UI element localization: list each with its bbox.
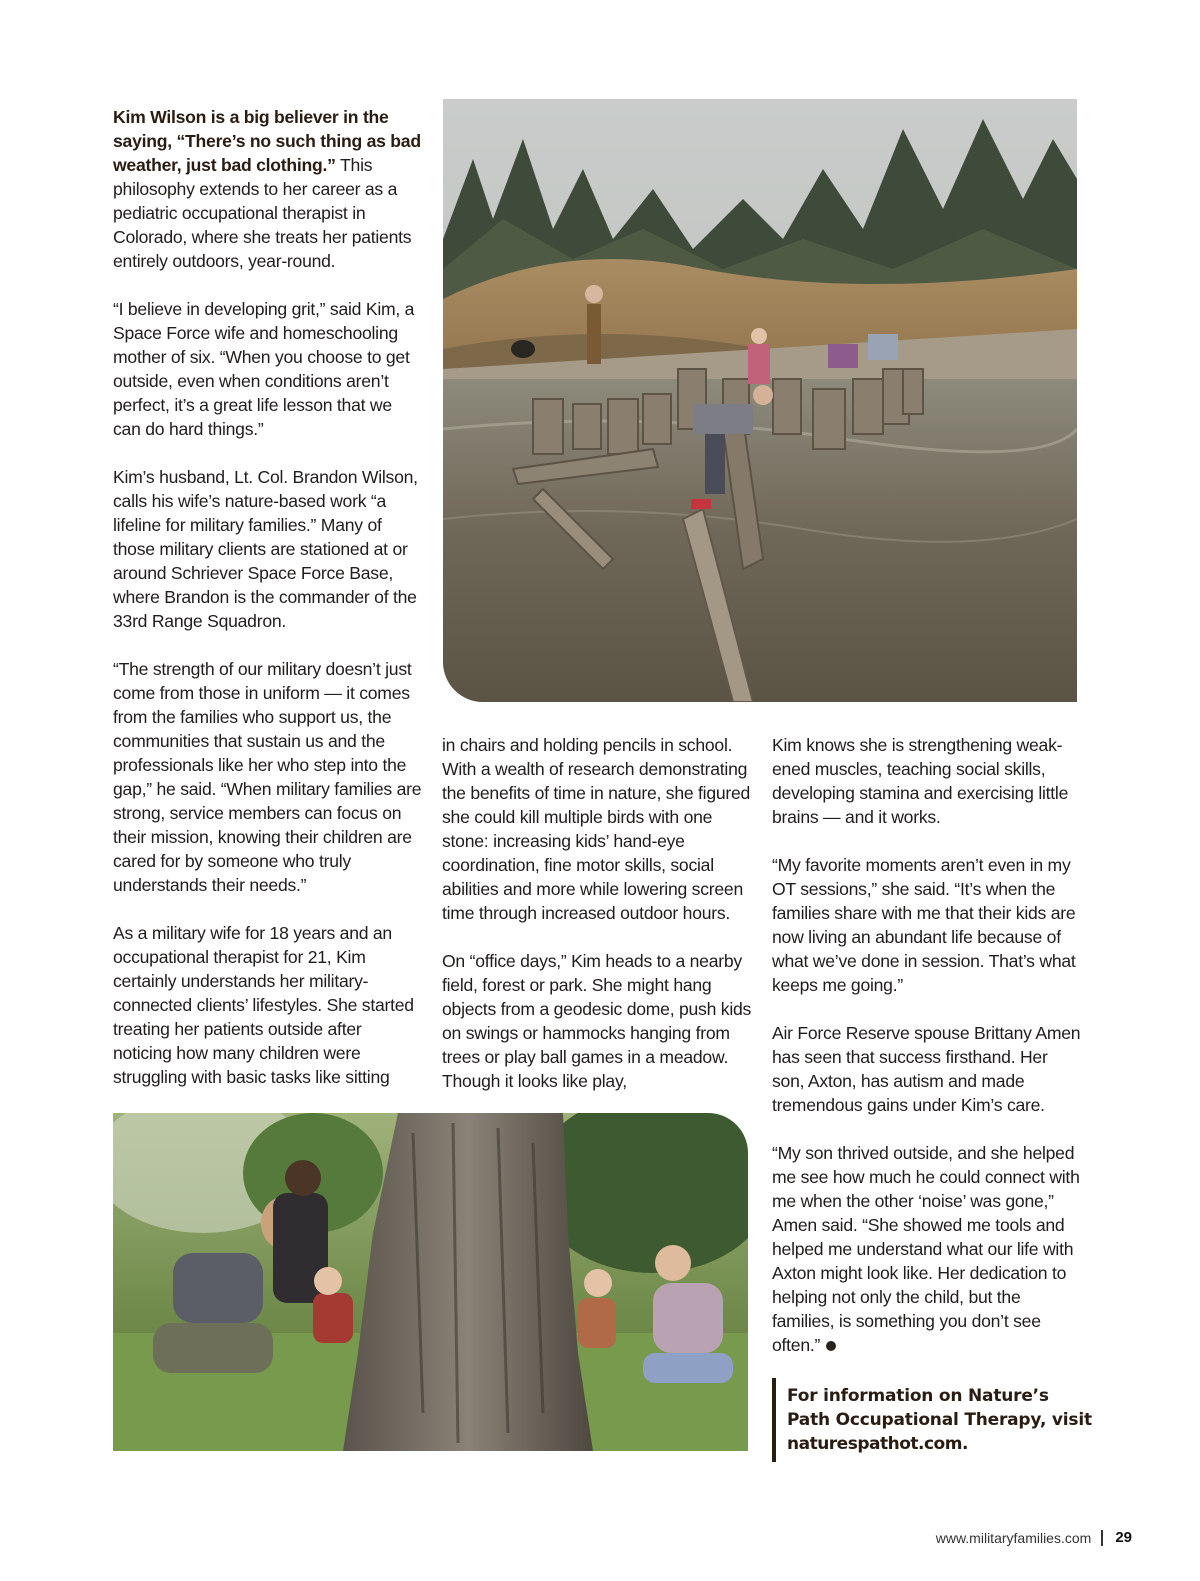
closing-quote: “My son thrived outside, and she helped me see how much he could connect with me when the other ‘noise’ was gone,” Amen said. “She showed me tools and helped me understand what our life with Axton might look like. Her dedication to helping not only the child, but the families, is something you don’t see often.” [772,1143,1080,1355]
intro-text: This philosophy extends to her career as a pediatric occupational therapist in Colorado, where she treats her patients entirely outdoors, year-round. [113,155,412,271]
paragraph: Kim knows she is strengthening weak-ened muscles, teaching social skills, developing stamina and exercising little brains — and it works. [772,735,1069,827]
article-column-2 [442,733,752,1093]
paragraph-closing [772,1141,1082,1357]
paragraph: Kim’s husband, Lt. Col. Brandon Wilson, calls his wife’s nature-based work “a lifeline for military families.” Many of those military clients are stationed at or around Schriever Space Force Base, where Brandon is the commander of the 33rd Range Squadron. [113,467,418,631]
paragraph: On “office days,” Kim heads to a nearby field, forest or park. She might hang objects from a geodesic dome, push kids on swings or hammocks hanging from trees or play ball games in a meadow. Though it looks like play, [442,951,752,1091]
footer-divider [1101,1530,1103,1546]
paragraph: As a military wife for 18 years and an occupational therapist for 21, Kim certainly understands her military-connected clients’ lifestyles. She started treating her patients outside after noticing how many children were struggling with basic tasks like sitting [113,923,414,1087]
paragraph: Air Force Reserve spouse Brittany Amen has seen that success firsthand. Her son, Axton, has autism and made tremendous gains under Kim’s care. [772,1023,1081,1115]
page-number: 29 [1115,1529,1132,1546]
end-mark-icon [826,1341,836,1351]
lead-in: Kim Wilson is a big believer in the saying, “There’s no such thing as bad weather, just bad clothing.” [113,107,421,175]
photo-therapy-by-tree [113,1113,748,1451]
page-footer [936,1529,1132,1546]
article-column-1 [113,105,423,1089]
paragraph: “The strength of our military doesn’t just come from those in uniform — it comes from the families who support us, the communities that sustain us and the professionals like her who step into the gap,” he said. “When military families are strong, service members can focus on their mission, knowing their children are cared for by someone who truly understands their needs.” [113,659,422,895]
article-column-3 [772,733,1082,1357]
photo-kids-on-logs-in-stream [443,99,1077,702]
paragraph: “My favorite moments aren’t even in my OT sessions,” she said. “It’s when the families share with me that their kids are now living an abundant life because of what we’ve done in session. That’s what keeps me going.” [772,855,1076,995]
info-callout [772,1378,1097,1462]
paragraph-intro [113,105,423,273]
paragraph: “I believe in developing grit,” said Kim, a Space Force wife and homeschooling mother of six. “When you choose to get outside, even when conditions aren’t perfect, it’s a great life lesson that we can do hard things.” [113,299,415,439]
website-link[interactable]: naturespathot.com. [787,1434,968,1454]
footer-website: www.militaryfamilies.com [935,1529,1092,1546]
paragraph: in chairs and holding pencils in school. With a wealth of research demonstrating the benefits of time in nature, she figured she could kill multiple birds with one stone: increasing kids’ hand-eye coordination, fine motor skills, social abilities and more while lowering screen time through increased outdoor hours. [442,735,751,923]
info-text: For information on Nature’s Path Occupational Therapy, visit [787,1386,1092,1430]
